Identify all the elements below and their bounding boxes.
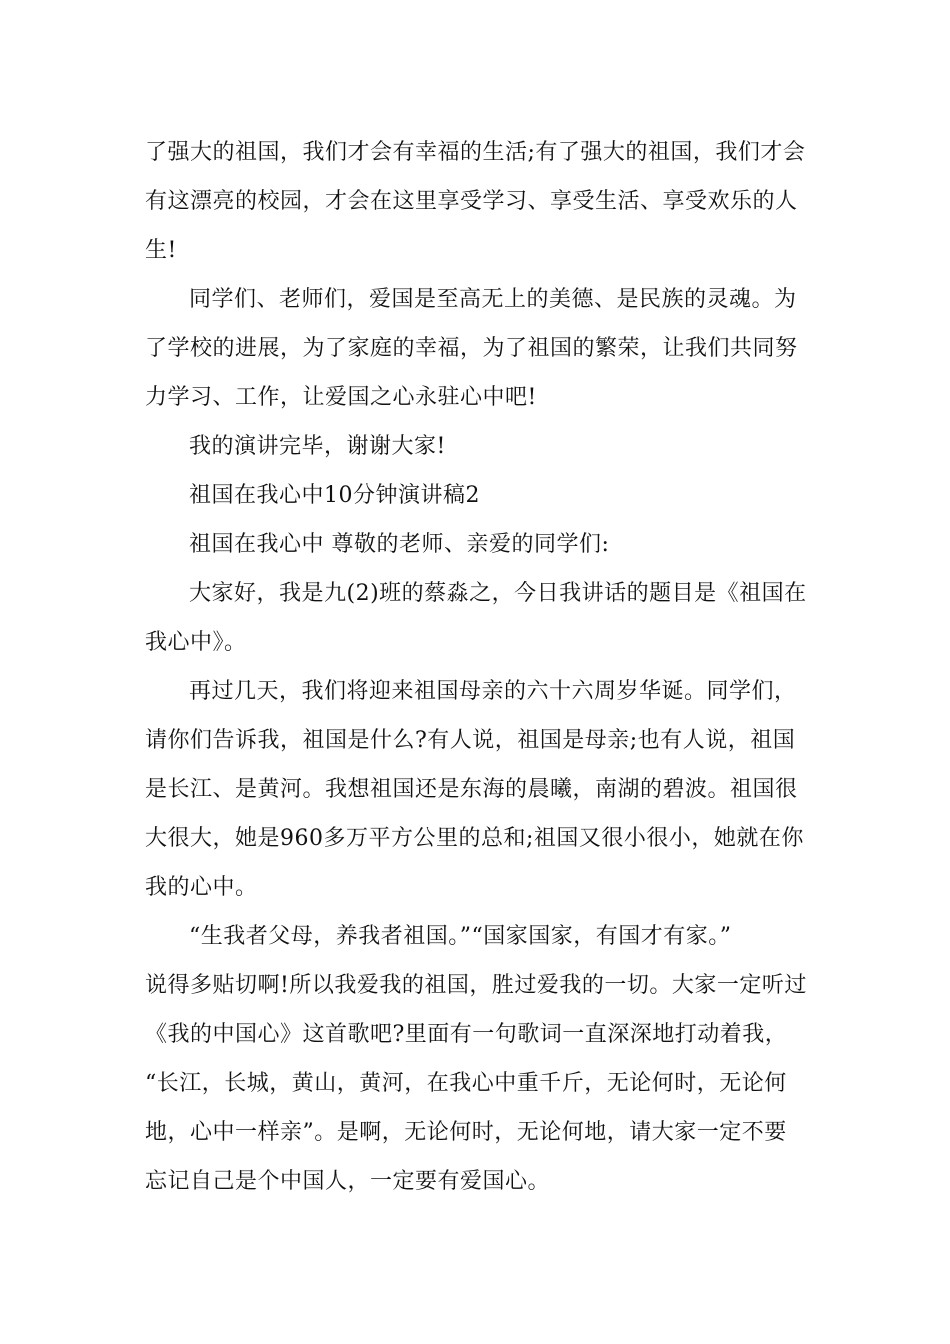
text-line: 同学们、老师们，爱国是至高无上的美德、是民族的灵魂。为 — [189, 287, 797, 312]
text-line: 地，心中一样亲”。是啊，无论何时，无论何地，请大家一定不要 — [145, 1120, 787, 1145]
paragraph-1 — [145, 128, 809, 275]
paragraph-6 — [145, 569, 809, 667]
text-line: 生! — [145, 238, 177, 263]
paragraph-8 — [145, 912, 809, 1206]
text-line: 祖国在我心中 尊敬的老师、亲爱的同学们: — [189, 532, 610, 557]
text-line: 再过几天，我们将迎来祖国母亲的六十六周岁华诞。同学们， — [189, 679, 797, 704]
text-line: 有这漂亮的校园，才会在这里享受学习、享受生活、享受欢乐的人 — [145, 189, 798, 214]
text-line: 忘记自己是个中国人，一定要有爱国心。 — [145, 1169, 551, 1194]
text-line: 是长江、是黄河。我想祖国还是东海的晨曦，南湖的碧波。祖国很 — [145, 777, 798, 802]
text-line: 力学习、工作，让爱国之心永驻心中吧! — [145, 385, 537, 410]
text-line: “长江，长城，黄山，黄河，在我心中重千斤，无论何时，无论何 — [145, 1071, 787, 1096]
text-line: 我的演讲完毕，谢谢大家! — [189, 434, 446, 459]
text-line: 了强大的祖国，我们才会有幸福的生活;有了强大的祖国，我们才会 — [145, 140, 806, 165]
text-line: 我心中》。 — [145, 630, 247, 655]
salutation — [145, 520, 809, 569]
paragraph-2 — [145, 275, 809, 422]
text-line: 祖国在我心中10分钟演讲稿2 — [189, 483, 480, 508]
paragraph-3 — [145, 422, 809, 471]
paragraph-7 — [145, 667, 809, 912]
text-line: “生我者父母，养我者祖国。”“国家国家，有国才有家。” — [189, 924, 732, 949]
text-line: 说得多贴切啊!所以我爱我的祖国，胜过爱我的一切。大家一定听过 — [145, 973, 807, 998]
text-line: 了学校的进展，为了家庭的幸福，为了祖国的繁荣，让我们共同努 — [145, 336, 798, 361]
text-line: 大家好，我是九(2)班的蔡淼之，今日我讲话的题目是《祖国在 — [189, 581, 807, 606]
text-line: 我的心中。 — [145, 875, 258, 900]
text-line: 大很大，她是960多万平方公里的总和;祖国又很小很小，她就在你 — [145, 826, 804, 851]
section-heading — [145, 471, 809, 520]
text-line: 请你们告诉我，祖国是什么?有人说，祖国是母亲;也有人说，祖国 — [145, 728, 796, 753]
document-body — [145, 128, 809, 1206]
text-line: 《我的中国心》这首歌吧?里面有一句歌词一直深深地打动着我， — [145, 1022, 788, 1047]
